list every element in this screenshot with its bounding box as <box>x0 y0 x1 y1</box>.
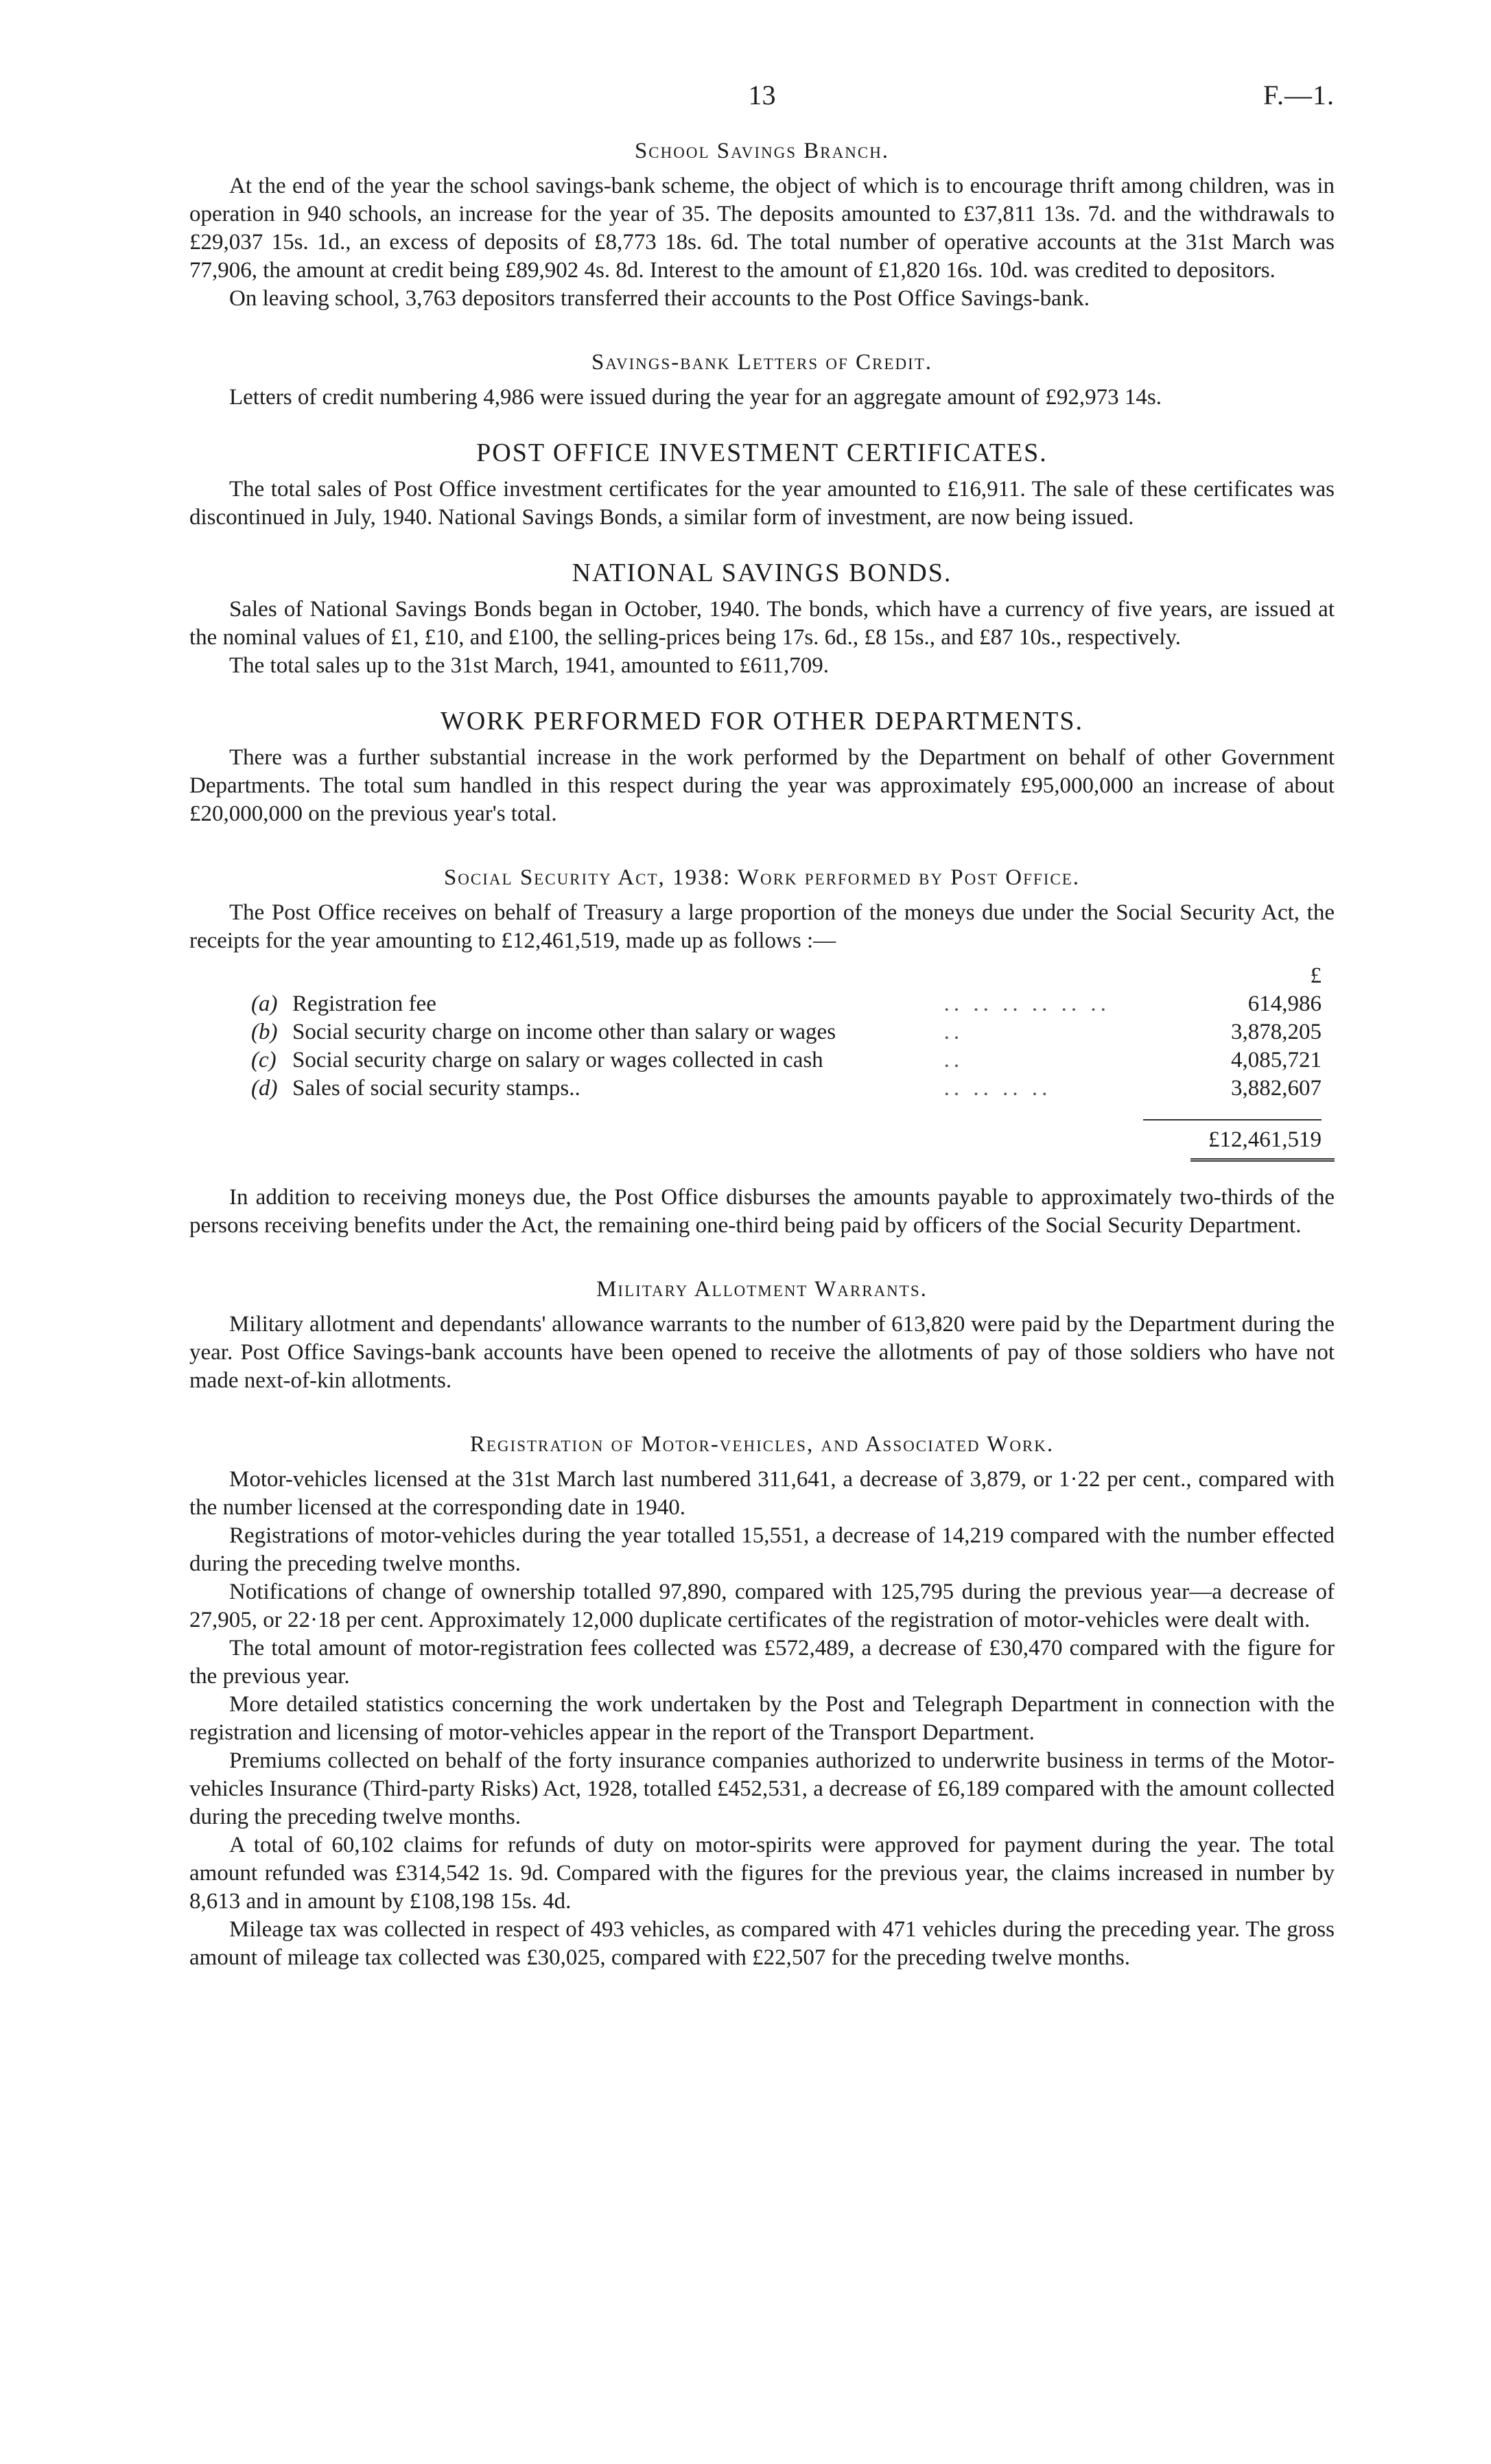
table-row <box>251 1046 1322 1075</box>
paragraph: The Post Office receives on behalf of Treasury a large proportion of the moneys due under the Social Security Act, the receipts for the year amounting to £12,461,519, made up as follows :— <box>189 900 1335 953</box>
paragraph: There was a further substantial increase in the work performed by the Department on behalf of other Government Departments. The total sum handled in this respect during the year was approximately £95,000,000 an increase of about £20,000,000 on the previous year's total. <box>189 745 1335 826</box>
row-letter: (a) <box>251 992 278 1016</box>
row-leader-dots: .. .. .. .. .. .. <box>943 992 1110 1016</box>
paragraph: Registrations of motor-vehicles during the year totalled 15,551, a decrease of 14,219 compared with the number effected during the preceding twelve months. <box>189 1523 1335 1576</box>
row-label: Registration fee <box>292 992 436 1016</box>
currency-row <box>251 962 1322 990</box>
table-row <box>251 990 1322 1018</box>
section-other-departments <box>189 707 1335 828</box>
section-investment-certificates <box>189 439 1335 532</box>
row-leader-dots: .. <box>943 1020 964 1044</box>
row-amount: 614,986 <box>1247 992 1322 1016</box>
heading-savings-bonds: NATIONAL SAVINGS BONDS. <box>572 559 952 587</box>
page-number: 13 <box>748 80 776 110</box>
total-amount: £12,461,519 <box>1143 1120 1322 1154</box>
paragraph: In addition to receiving moneys due, the Post Office disburses the amounts payable to approximately two-thirds of the persons receiving benefits under the Act, the remaining one-third being paid by officers of the Social Security Department. <box>189 1185 1335 1238</box>
section-social-security <box>189 864 1335 1240</box>
paragraph: Sales of National Savings Bonds began in October, 1940. The bonds, which have a currency of five years, are issued at the nominal values of £1, £10, and £100, the selling-prices being 17s. 6d., £8 15s., and £87 10s., respectively. <box>189 597 1335 650</box>
paragraph: Motor-vehicles licensed at the 31st March last numbered 311,641, a decrease of 3,879, or 1·22 per cent., compared with the number licensed at the corresponding date in 1940. <box>189 1467 1335 1520</box>
section-military <box>189 1276 1335 1395</box>
paragraph: Letters of credit numbering 4,986 were issued during the year for an aggregate amount of £92,973 14s. <box>229 385 1162 410</box>
row-label: Social security charge on income other than salary or wages <box>292 1020 836 1044</box>
paragraph: A total of 60,102 claims for refunds of duty on motor-spirits were approved for payment during the year. The total amount refunded was £314,542 1s. 9d. Compared with the figures for the previous year, the claims increased in number by 8,613 and in amount by £108,198 15s. 4d. <box>189 1833 1335 1914</box>
paragraph: The total sales of Post Office investment certificates for the year amounted to £16,911. The sale of these certificates was discontinued in July, 1940. National Savings Bonds, a similar form of investment, are now being issued. <box>189 477 1335 530</box>
row-amount: 3,882,607 <box>1231 1076 1322 1101</box>
heading-other-departments: WORK PERFORMED FOR OTHER DEPARTMENTS. <box>440 707 1084 736</box>
paragraph: Military allotment and dependants' allowance warrants to the number of 613,820 were paid by the Department during the year. Post Office Savings-bank accounts have been opened to receive the allotments of pay of those soldiers who have not made next-of-kin allotments. <box>189 1312 1335 1393</box>
heading-letters-of-credit: Savings-bank Letters of Credit. <box>591 350 933 375</box>
section-letters-of-credit <box>189 349 1335 412</box>
paragraph: Premiums collected on behalf of the forty insurance companies authorized to underwrite business in terms of the Motor-vehicles Insurance (Third-party Risks) Act, 1928, totalled £452,531, a decrease of £6,189 compared with the amount collected during the preceding twelve months. <box>189 1748 1335 1829</box>
heading-military: Military Allotment Warrants. <box>596 1277 928 1302</box>
row-leader-dots: .. .. .. .. <box>943 1076 1052 1101</box>
paragraph: Mileage tax was collected in respect of 493 vehicles, as compared with 471 vehicles during the preceding year. The gross amount of mileage tax collected was £30,025, compared with £22,507 for the preceding twelve months. <box>189 1917 1335 1970</box>
row-letter: (d) <box>251 1076 278 1101</box>
table-row <box>251 1075 1322 1103</box>
row-amount: 3,878,205 <box>1231 1020 1322 1044</box>
row-letter: (b) <box>251 1020 278 1044</box>
total-row <box>251 1120 1322 1154</box>
heading-school-savings: School Savings Branch. <box>634 139 890 163</box>
page-header <box>189 81 1335 129</box>
paragraph: On leaving school, 3,763 depositors transferred their accounts to the Post Office Savings-bank. <box>229 286 1090 311</box>
heading-motor-vehicles: Registration of Motor-vehicles, and Associated Work. <box>469 1432 1055 1457</box>
section-motor-vehicles <box>189 1431 1335 1972</box>
section-savings-bonds <box>189 559 1335 680</box>
section-school-savings <box>189 137 1335 313</box>
row-leader-dots: .. <box>943 1048 964 1072</box>
row-letter: (c) <box>251 1048 277 1072</box>
row-label: Sales of social security stamps.. <box>292 1076 580 1101</box>
paragraph: The total amount of motor-registration fees collected was £572,489, a decrease of £30,470 compared with the figure for the previous year. <box>189 1636 1335 1689</box>
paragraph: The total sales up to the 31st March, 1941, amounted to £611,709. <box>229 653 830 678</box>
paragraph: Notifications of change of ownership totalled 97,890, compared with 125,795 during the previous year—a decrease of 27,905, or 22·18 per cent. Approximately 12,000 duplicate certificates of the registration of motor-vehicles were dealt with. <box>189 1580 1335 1632</box>
row-label: Social security charge on salary or wages collected in cash <box>292 1048 823 1072</box>
paragraph: At the end of the year the school savings-bank scheme, the object of which is to encourage thrift among children, was in operation in 940 schools, an increase for the year of 35. The deposits amounted to £37,811 13s. 7d. and the withdrawals to £29,037 15s. 1d., an excess of deposits of £8,773 18s. 6d. The total number of operative accounts at the 31st March was 77,906, the amount at credit being £89,902 4s. 8d. Interest to the amount of £1,820 16s. 10d. was credited to depositors. <box>189 174 1335 283</box>
currency-symbol: £ <box>1310 963 1322 988</box>
table-row <box>251 1018 1322 1046</box>
receipts-table <box>251 962 1322 1154</box>
paragraph: More detailed statistics concerning the work undertaken by the Post and Telegraph Department in connection with the registration and licensing of motor-vehicles appear in the report of the Transport Department. <box>189 1692 1335 1745</box>
heading-investment-certificates: POST OFFICE INVESTMENT CERTIFICATES. <box>476 438 1048 467</box>
page-reference: F.—1. <box>1263 80 1335 110</box>
heading-social-security: Social Security Act, 1938: Work performed by Post Office. <box>443 865 1081 890</box>
row-amount: 4,085,721 <box>1231 1048 1322 1072</box>
